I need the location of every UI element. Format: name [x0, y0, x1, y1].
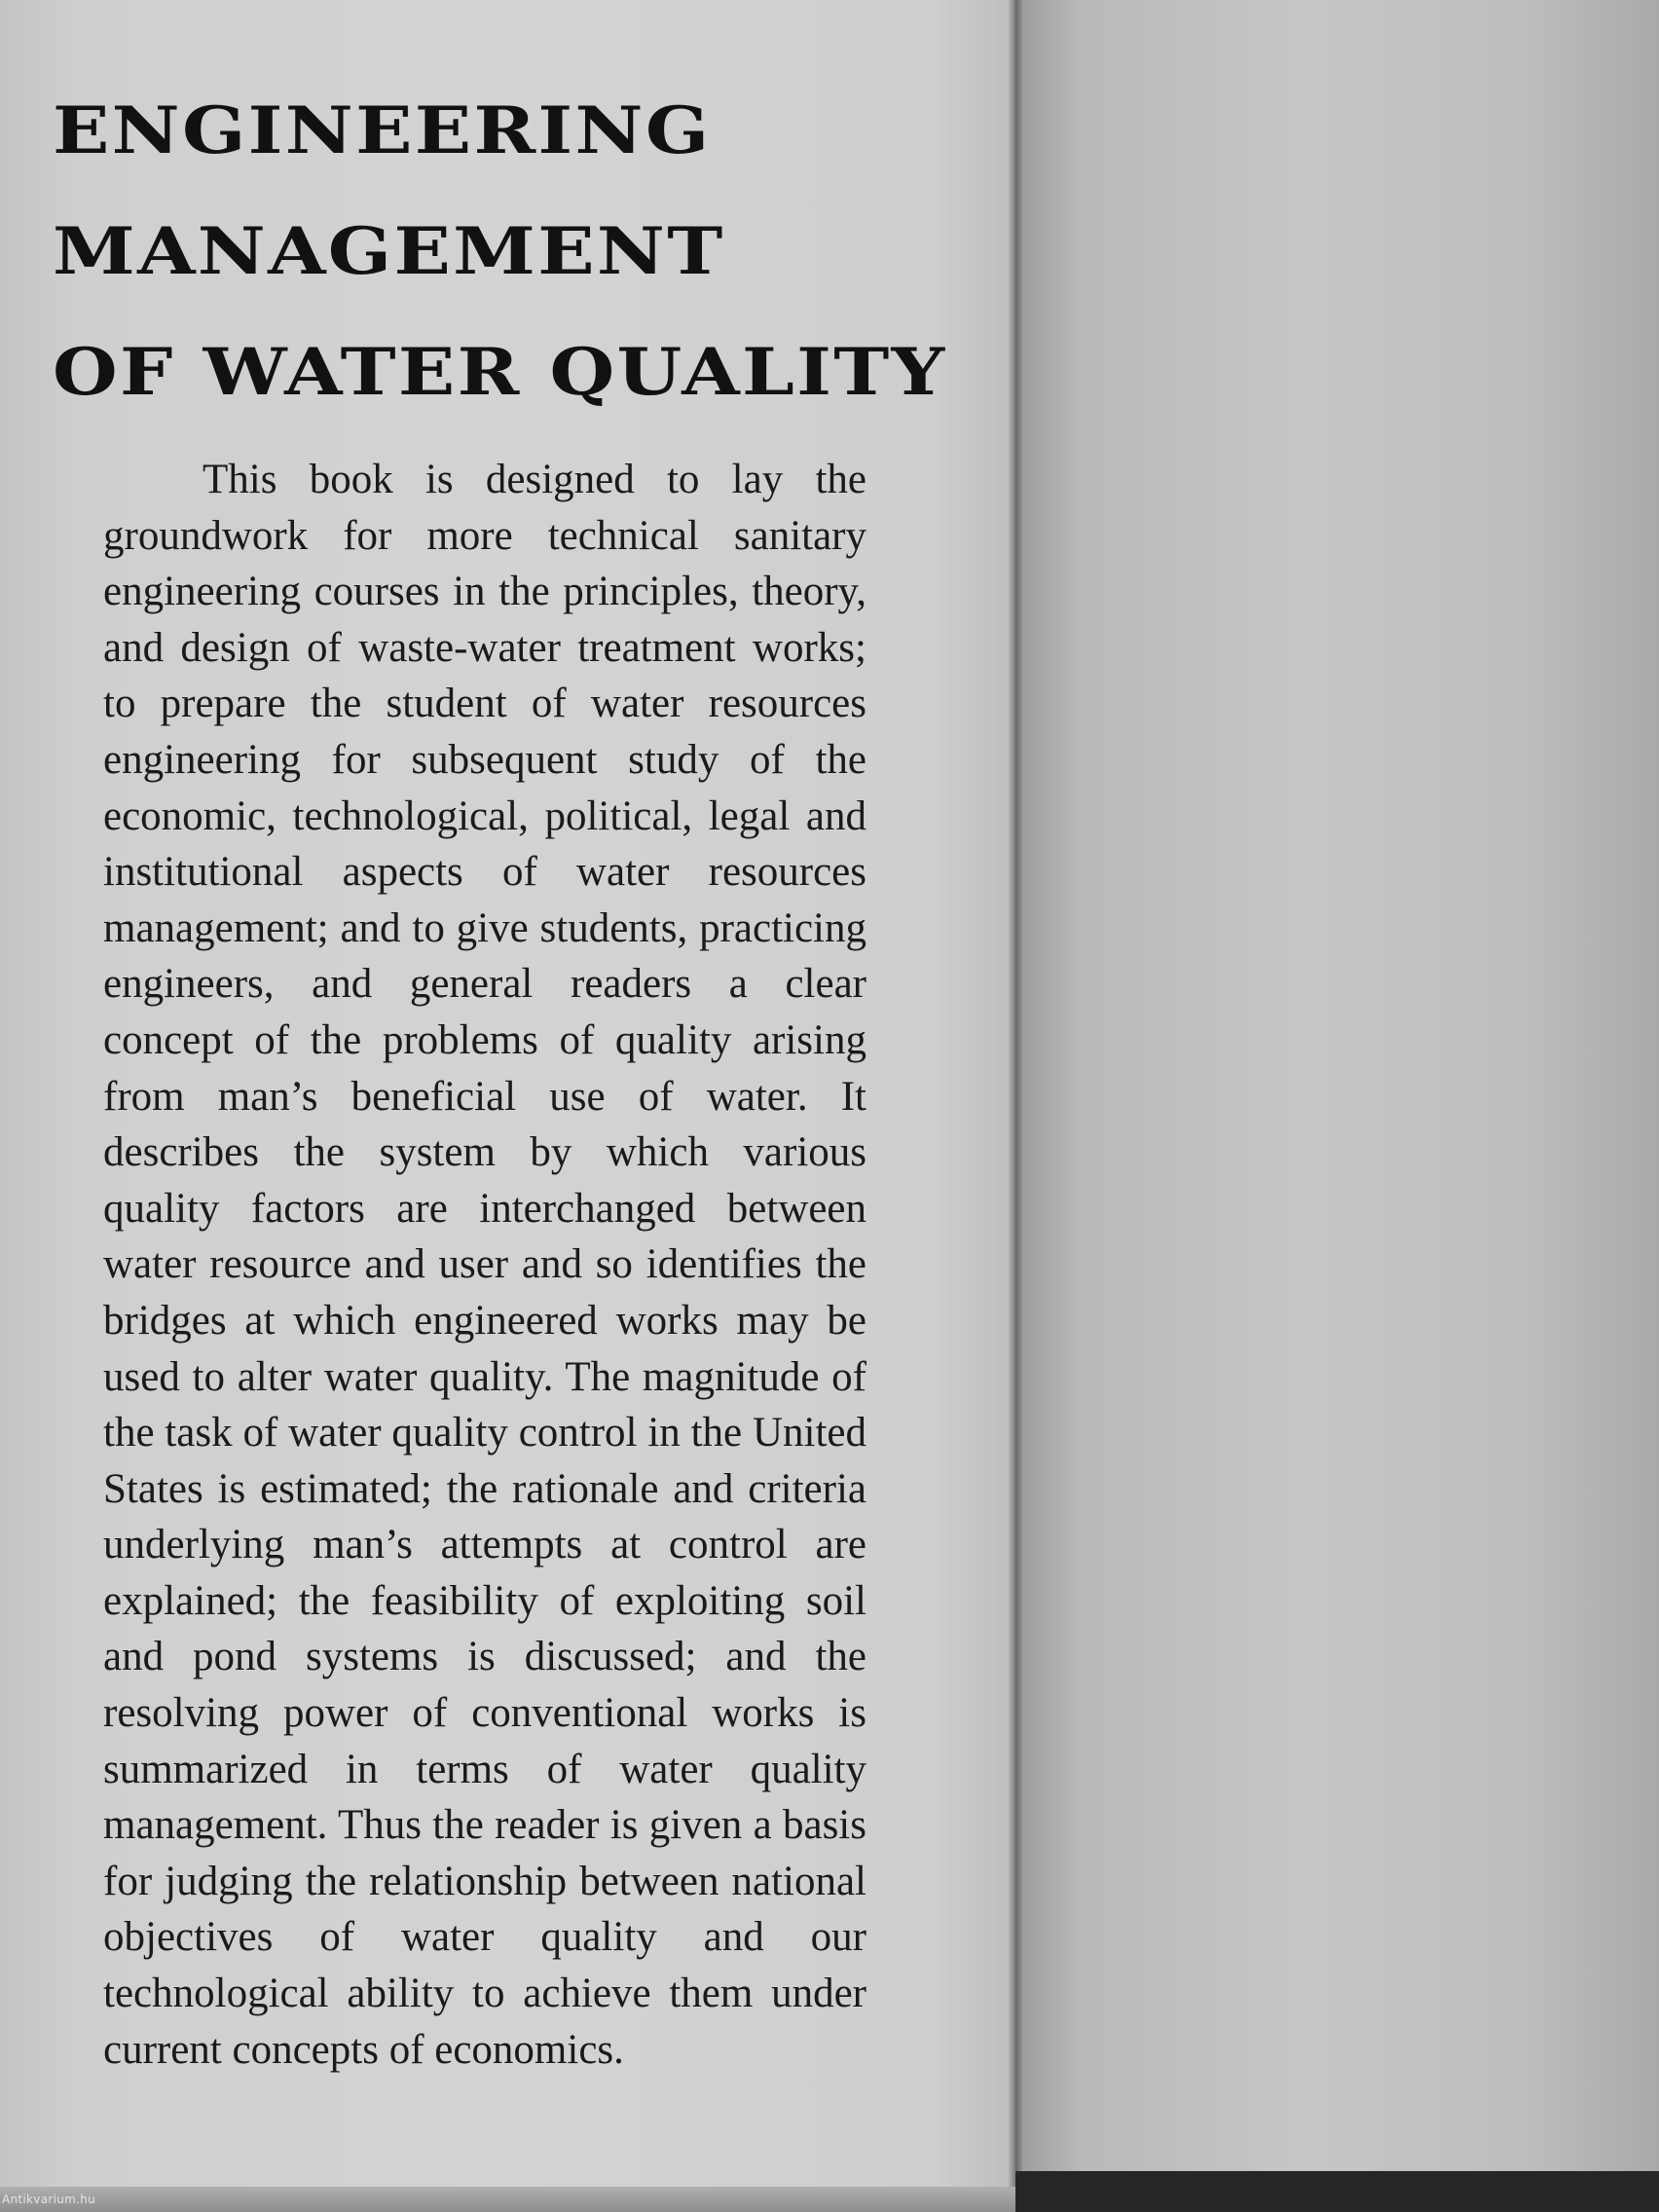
- watermark-text: Antikvarium.hu: [2, 2193, 96, 2206]
- title-line-2: MANAGEMENT: [53, 213, 725, 289]
- page-bottom-edge: [0, 2187, 1015, 2212]
- book-cover-edge: [1015, 2171, 1659, 2212]
- title-line-1: ENGINEERING: [53, 92, 712, 168]
- book-description: This book is designed to lay the groundwork for more technical sanitary engineering courses in the principles, theory, and design of waste-water treatment works; to prepare the student of water resources engineering for subsequent study of the economic, technological, political, legal and institutional aspects of water resources management; and to give students, practicing engineers, and general readers a clear concept of the problems of quality arising from man’s beneficial use of water. It describes the system by which various quality factors are interchanged between water resource and user and so identifies the bridges at which engineered works may be used to alter water quality. The magnitude of the task of water quality control in the United States is estimated; the rationale and criteria underlying man’s attempts at control are explained; the feasibility of exploiting soil and pond systems is discussed; and the resolving power of conventional works is summarized in terms of water quality management. Thus the reader is given a basis for judging the relationship between national objectives of water quality and our technological ability to achieve them under current concepts of economics.: [103, 457, 866, 2073]
- book-back-page: [1015, 0, 1659, 2171]
- book-title: [53, 70, 947, 432]
- fold-shadow: [1009, 0, 1022, 2212]
- title-line-3: OF WATER QUALITY: [53, 334, 947, 410]
